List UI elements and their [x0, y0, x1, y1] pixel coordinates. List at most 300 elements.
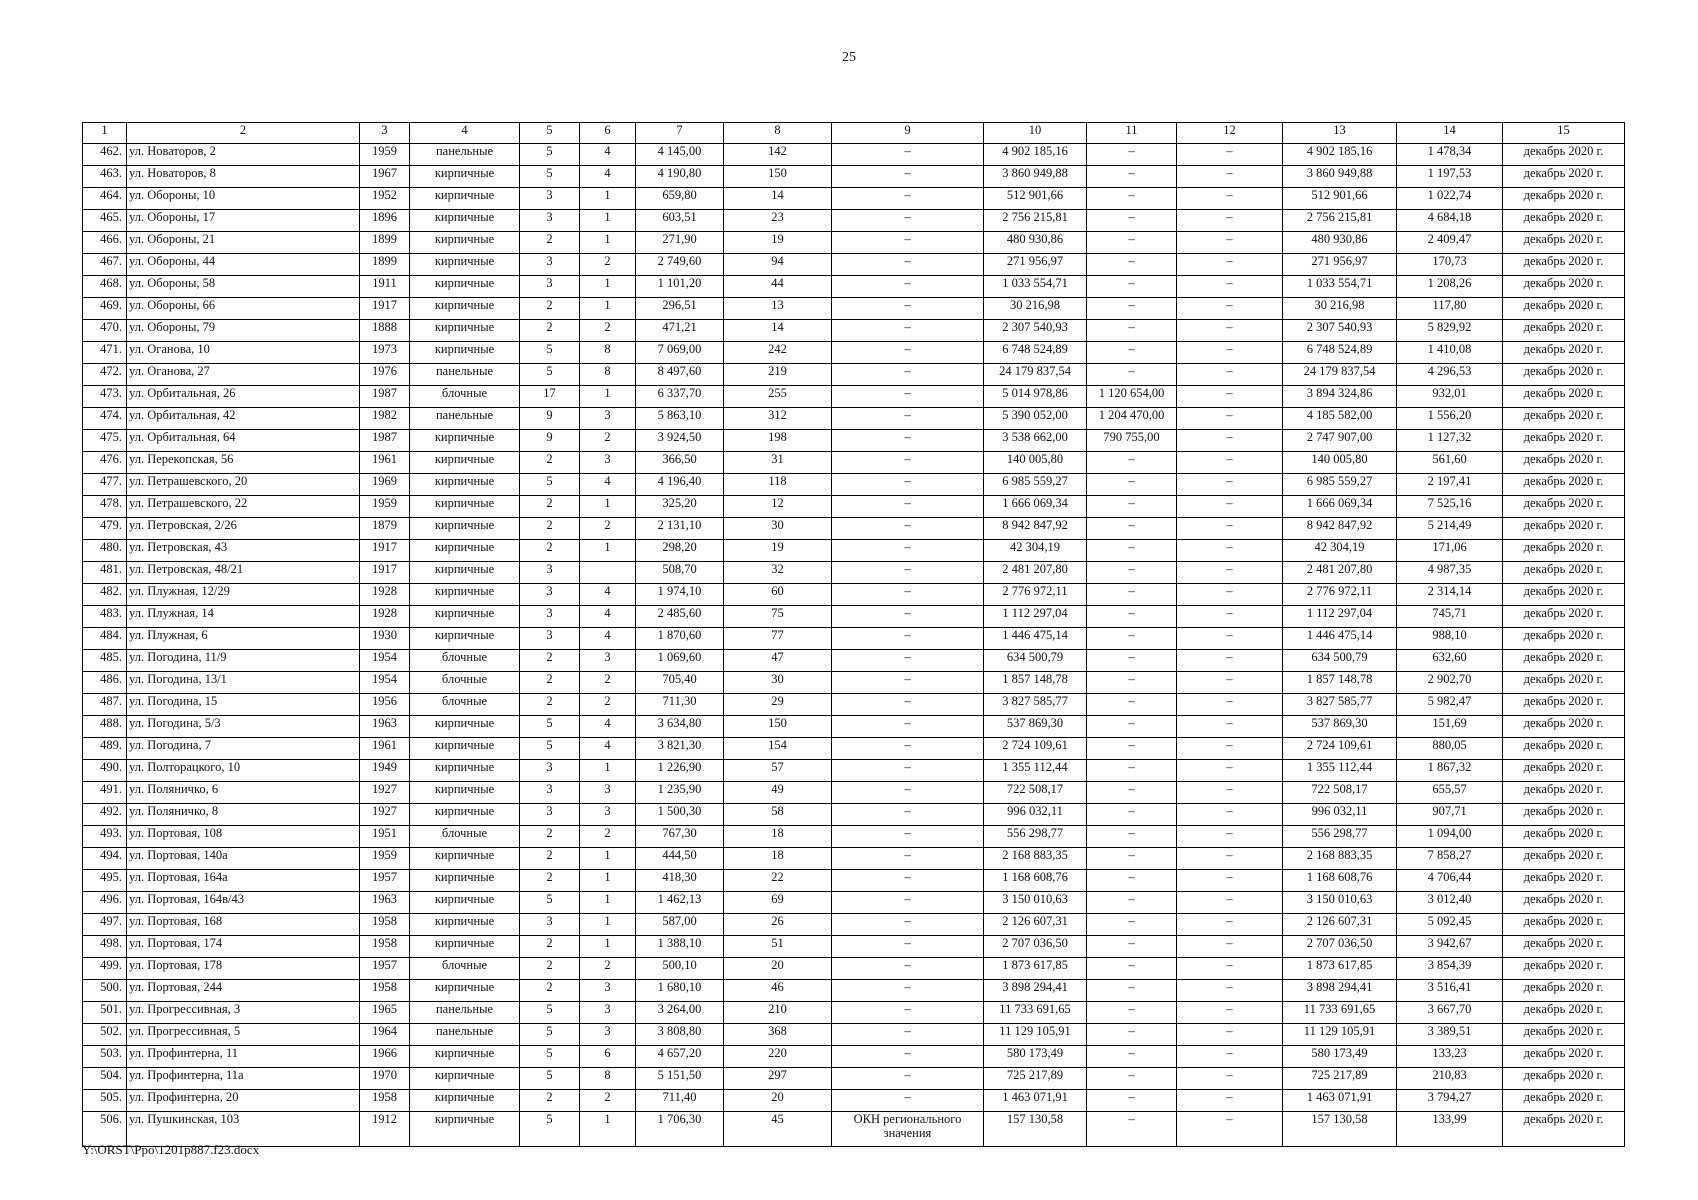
column-header: 6 [580, 123, 636, 144]
table-cell: – [1087, 1068, 1177, 1090]
table-cell: 1 870,60 [636, 628, 724, 650]
table-cell: 1958 [360, 980, 410, 1002]
table-cell: – [1177, 804, 1283, 826]
table-cell: ул. Обороны, 21 [127, 232, 360, 254]
table-cell: – [832, 760, 984, 782]
table-cell: 219 [724, 364, 832, 386]
table-cell: 2 168 883,35 [984, 848, 1087, 870]
table-cell: – [1087, 804, 1177, 826]
column-header: 4 [410, 123, 520, 144]
table-cell: кирпичные [410, 606, 520, 628]
table-cell: 30 216,98 [1283, 298, 1397, 320]
table-cell: кирпичные [410, 936, 520, 958]
table-cell: – [1087, 364, 1177, 386]
table-cell: 790 755,00 [1087, 430, 1177, 452]
table-cell: 1911 [360, 276, 410, 298]
table-cell: 487. [83, 694, 127, 716]
table-cell: 4 196,40 [636, 474, 724, 496]
table-cell: 14 [724, 320, 832, 342]
table-cell: 470. [83, 320, 127, 342]
table-row [83, 1046, 1625, 1068]
table-cell: ул. Портовая, 108 [127, 826, 360, 848]
table-cell: 5 [520, 738, 580, 760]
table-cell: 4 657,20 [636, 1046, 724, 1068]
table-cell: 3 [520, 760, 580, 782]
table-cell: 5 151,50 [636, 1068, 724, 1090]
table-cell: 3 634,80 [636, 716, 724, 738]
table-cell: 3 264,00 [636, 1002, 724, 1024]
table-row [83, 1112, 1625, 1147]
table-cell: 2 776 972,11 [1283, 584, 1397, 606]
table-cell: 1 867,32 [1397, 760, 1503, 782]
table-cell: – [1087, 738, 1177, 760]
table-cell: 3 794,27 [1397, 1090, 1503, 1112]
table-cell: ОКН регионального значения [832, 1112, 984, 1147]
table-cell: – [1087, 276, 1177, 298]
table-cell: 2 756 215,81 [1283, 210, 1397, 232]
table-cell: 1 [580, 936, 636, 958]
table-cell: 3 [520, 210, 580, 232]
table-cell: – [1177, 980, 1283, 1002]
table-row [83, 606, 1625, 628]
table-cell: кирпичные [410, 1046, 520, 1068]
table-cell: 1959 [360, 496, 410, 518]
table-cell: ул. Петровская, 48/21 [127, 562, 360, 584]
table-cell: – [832, 1090, 984, 1112]
table-cell: ул. Поляничко, 6 [127, 782, 360, 804]
table-cell: 496. [83, 892, 127, 914]
table-cell: 491. [83, 782, 127, 804]
table-cell: кирпичные [410, 254, 520, 276]
table-row [83, 584, 1625, 606]
table-cell: – [1087, 540, 1177, 562]
table-cell: ул. Обороны, 79 [127, 320, 360, 342]
table-row [83, 320, 1625, 342]
table-cell: – [1087, 474, 1177, 496]
table-cell: 18 [724, 848, 832, 870]
table-cell: 3 [520, 606, 580, 628]
table-cell: 474. [83, 408, 127, 430]
table-cell: 5 092,45 [1397, 914, 1503, 936]
table-row [83, 914, 1625, 936]
table-cell: 2 [520, 848, 580, 870]
table-row [83, 804, 1625, 826]
table-cell: – [832, 188, 984, 210]
table-cell: 4 [580, 474, 636, 496]
table-cell: 504. [83, 1068, 127, 1090]
table-cell: – [832, 518, 984, 540]
table-cell: – [1087, 1046, 1177, 1068]
table-cell: ул. Погодина, 13/1 [127, 672, 360, 694]
table-cell: – [832, 540, 984, 562]
table-cell: 24 179 837,54 [1283, 364, 1397, 386]
table-cell: – [1087, 826, 1177, 848]
table-cell: 2 [520, 672, 580, 694]
table-cell: – [1177, 1112, 1283, 1147]
table-cell: ул. Петрашевского, 20 [127, 474, 360, 496]
table-cell: 1959 [360, 144, 410, 166]
table-cell: декабрь 2020 г. [1503, 870, 1625, 892]
table-cell: 44 [724, 276, 832, 298]
table-cell: кирпичные [410, 496, 520, 518]
table-cell: – [832, 166, 984, 188]
table-cell: 479. [83, 518, 127, 540]
table-cell: декабрь 2020 г. [1503, 144, 1625, 166]
table-cell: панельные [410, 1002, 520, 1024]
table-cell: 298,20 [636, 540, 724, 562]
table-cell: 14 [724, 188, 832, 210]
table-cell: 118 [724, 474, 832, 496]
table-cell: 2 [520, 980, 580, 1002]
table-cell: 603,51 [636, 210, 724, 232]
housing-registry-table [82, 122, 1625, 1147]
table-cell: – [1087, 672, 1177, 694]
table-cell: 1 069,60 [636, 650, 724, 672]
table-cell: ул. Профинтерна, 20 [127, 1090, 360, 1112]
table-cell: 473. [83, 386, 127, 408]
table-cell: 5 [520, 1002, 580, 1024]
table-cell: декабрь 2020 г. [1503, 980, 1625, 1002]
table-cell: 2 [580, 672, 636, 694]
table-cell: 1 [580, 188, 636, 210]
table-cell: ул. Обороны, 10 [127, 188, 360, 210]
table-row [83, 166, 1625, 188]
table-row [83, 276, 1625, 298]
table-row [83, 342, 1625, 364]
table-cell: 1 [580, 760, 636, 782]
column-header: 2 [127, 123, 360, 144]
table-cell: 988,10 [1397, 628, 1503, 650]
table-row [83, 540, 1625, 562]
table-cell: – [1087, 914, 1177, 936]
table-cell: 4 [580, 584, 636, 606]
table-cell: декабрь 2020 г. [1503, 848, 1625, 870]
table-cell: 31 [724, 452, 832, 474]
table-cell: 1958 [360, 936, 410, 958]
table-row [83, 408, 1625, 430]
table-cell: 1 857 148,78 [984, 672, 1087, 694]
table-cell: 1 101,20 [636, 276, 724, 298]
table-row [83, 144, 1625, 166]
table-cell: – [832, 1046, 984, 1068]
table-cell: – [1177, 848, 1283, 870]
table-cell: 11 129 105,91 [1283, 1024, 1397, 1046]
footer-file-path: Y:\ORST\Ppo\1201p887.f23.docx [82, 1142, 260, 1157]
table-cell: 711,30 [636, 694, 724, 716]
table-cell: ул. Обороны, 58 [127, 276, 360, 298]
table-cell: – [1087, 1090, 1177, 1112]
table-cell: 1888 [360, 320, 410, 342]
table-cell: – [832, 474, 984, 496]
table-cell: декабрь 2020 г. [1503, 540, 1625, 562]
table-cell: – [1087, 254, 1177, 276]
table-cell: – [832, 342, 984, 364]
table-cell: кирпичные [410, 628, 520, 650]
table-cell: 1 [580, 298, 636, 320]
table-cell: декабрь 2020 г. [1503, 430, 1625, 452]
table-cell: ул. Портовая, 174 [127, 936, 360, 958]
table-cell: 932,01 [1397, 386, 1503, 408]
table-cell: 1 168 608,76 [984, 870, 1087, 892]
table-cell: ул. Обороны, 44 [127, 254, 360, 276]
table-cell: 475. [83, 430, 127, 452]
table-cell: декабрь 2020 г. [1503, 232, 1625, 254]
table-row [83, 518, 1625, 540]
table-cell: 880,05 [1397, 738, 1503, 760]
table-cell: – [832, 1002, 984, 1024]
table-cell: 508,70 [636, 562, 724, 584]
table-cell: декабрь 2020 г. [1503, 254, 1625, 276]
table-cell: 3 516,41 [1397, 980, 1503, 1002]
table-cell: 1 197,53 [1397, 166, 1503, 188]
table-row [83, 782, 1625, 804]
table-cell: 3 [520, 584, 580, 606]
table-cell: 30 [724, 672, 832, 694]
table-cell: 1954 [360, 650, 410, 672]
table-cell: – [1177, 892, 1283, 914]
table-cell: 24 179 837,54 [984, 364, 1087, 386]
table-cell: – [1177, 716, 1283, 738]
table-cell: 498. [83, 936, 127, 958]
table-cell: 1 446 475,14 [1283, 628, 1397, 650]
table-cell: – [832, 298, 984, 320]
table-cell: декабрь 2020 г. [1503, 1002, 1625, 1024]
table-cell: 2 776 972,11 [984, 584, 1087, 606]
table-cell: – [832, 276, 984, 298]
table-cell: кирпичные [410, 848, 520, 870]
table-cell: 484. [83, 628, 127, 650]
table-cell: 3 894 324,86 [1283, 386, 1397, 408]
table-cell: 5 [520, 364, 580, 386]
table-cell: 3 827 585,77 [984, 694, 1087, 716]
table-cell: 1961 [360, 452, 410, 474]
table-cell: 1 094,00 [1397, 826, 1503, 848]
table-cell: 22 [724, 870, 832, 892]
table-cell: 150 [724, 716, 832, 738]
table-cell: кирпичные [410, 738, 520, 760]
table-cell: 60 [724, 584, 832, 606]
table-cell: – [1177, 782, 1283, 804]
table-cell: 561,60 [1397, 452, 1503, 474]
table-cell: – [1177, 232, 1283, 254]
table-cell: 271,90 [636, 232, 724, 254]
table-cell: ул. Обороны, 66 [127, 298, 360, 320]
table-cell: декабрь 2020 г. [1503, 562, 1625, 584]
table-cell: 1 [580, 848, 636, 870]
table-cell: 5 [520, 892, 580, 914]
table-cell: декабрь 2020 г. [1503, 694, 1625, 716]
table-cell: ул. Портовая, 244 [127, 980, 360, 1002]
table-cell: блочные [410, 672, 520, 694]
table-cell: – [1177, 936, 1283, 958]
table-row [83, 386, 1625, 408]
table-cell: 4 [580, 738, 636, 760]
table-cell: – [1177, 166, 1283, 188]
table-cell: 489. [83, 738, 127, 760]
table-cell: декабрь 2020 г. [1503, 958, 1625, 980]
table-cell: 580 173,49 [1283, 1046, 1397, 1068]
table-cell: – [1087, 144, 1177, 166]
table-cell: 471,21 [636, 320, 724, 342]
table-cell: 1952 [360, 188, 410, 210]
table-cell: 20 [724, 1090, 832, 1112]
table-row [83, 364, 1625, 386]
table-cell: 1 463 071,91 [1283, 1090, 1397, 1112]
table-cell: кирпичные [410, 166, 520, 188]
table-cell: – [1087, 188, 1177, 210]
table-cell: – [1087, 452, 1177, 474]
table-cell: 500,10 [636, 958, 724, 980]
table-cell: ул. Плужная, 6 [127, 628, 360, 650]
table-cell: 1 974,10 [636, 584, 724, 606]
table-cell: 42 304,19 [984, 540, 1087, 562]
table-cell: декабрь 2020 г. [1503, 188, 1625, 210]
table-cell: 69 [724, 892, 832, 914]
table-cell: 468. [83, 276, 127, 298]
table-cell: 1958 [360, 914, 410, 936]
table-cell: – [1087, 320, 1177, 342]
table-cell: 1 873 617,85 [1283, 958, 1397, 980]
table-cell: 77 [724, 628, 832, 650]
table-cell: 6 337,70 [636, 386, 724, 408]
table-cell: 133,99 [1397, 1112, 1503, 1147]
table-cell: 3 942,67 [1397, 936, 1503, 958]
table-cell: 2 [580, 694, 636, 716]
table-cell: 467. [83, 254, 127, 276]
table-cell: блочные [410, 958, 520, 980]
table-cell: 1927 [360, 782, 410, 804]
table-cell: 1917 [360, 298, 410, 320]
table-cell: 4 [580, 628, 636, 650]
table-cell: 2 409,47 [1397, 232, 1503, 254]
table-cell: – [1177, 628, 1283, 650]
column-header: 11 [1087, 123, 1177, 144]
table-cell: 1 462,13 [636, 892, 724, 914]
table-row [83, 716, 1625, 738]
table-cell: ул. Портовая, 178 [127, 958, 360, 980]
table-cell: 242 [724, 342, 832, 364]
table-cell: 493. [83, 826, 127, 848]
table-cell: декабрь 2020 г. [1503, 804, 1625, 826]
table-cell: 466. [83, 232, 127, 254]
table-cell: 1966 [360, 1046, 410, 1068]
table-cell: 6 748 524,89 [984, 342, 1087, 364]
table-cell: 4 296,53 [1397, 364, 1503, 386]
table-cell: 325,20 [636, 496, 724, 518]
table-cell: 140 005,80 [984, 452, 1087, 474]
table-cell: 18 [724, 826, 832, 848]
table-cell: – [1177, 562, 1283, 584]
table-cell: – [1177, 738, 1283, 760]
table-cell: 5 [520, 474, 580, 496]
table-cell: кирпичные [410, 716, 520, 738]
table-cell: 23 [724, 210, 832, 232]
table-cell: панельные [410, 408, 520, 430]
table-cell: кирпичные [410, 980, 520, 1002]
table-cell: кирпичные [410, 540, 520, 562]
table-cell: 220 [724, 1046, 832, 1068]
table-cell: 2 481 207,80 [984, 562, 1087, 584]
table-cell: – [1177, 958, 1283, 980]
table-cell: декабрь 2020 г. [1503, 298, 1625, 320]
table-cell: кирпичные [410, 870, 520, 892]
table-cell: 497. [83, 914, 127, 936]
table-cell: декабрь 2020 г. [1503, 584, 1625, 606]
table-cell: 1 168 608,76 [1283, 870, 1397, 892]
table-cell: – [1177, 298, 1283, 320]
table-cell: 368 [724, 1024, 832, 1046]
table-cell: – [1177, 518, 1283, 540]
table-cell: – [1087, 870, 1177, 892]
table-cell: 464. [83, 188, 127, 210]
table-cell: 1 446 475,14 [984, 628, 1087, 650]
table-cell: – [1177, 320, 1283, 342]
table-cell: – [832, 496, 984, 518]
table-cell: декабрь 2020 г. [1503, 716, 1625, 738]
table-cell: 480 930,86 [984, 232, 1087, 254]
table-cell: 1 235,90 [636, 782, 724, 804]
table-cell: – [832, 562, 984, 584]
table-cell: 3 389,51 [1397, 1024, 1503, 1046]
table-cell: 5 [520, 1046, 580, 1068]
table-cell: 1 500,30 [636, 804, 724, 826]
table-cell: 4 [580, 166, 636, 188]
table-cell: кирпичные [410, 760, 520, 782]
table-cell: 140 005,80 [1283, 452, 1397, 474]
table-cell: 492. [83, 804, 127, 826]
table-cell: 3 [580, 782, 636, 804]
table-row [83, 1068, 1625, 1090]
table-cell: 3 [580, 804, 636, 826]
table-cell: 150 [724, 166, 832, 188]
table-cell: 210 [724, 1002, 832, 1024]
table-cell: 296,51 [636, 298, 724, 320]
table-cell: кирпичные [410, 892, 520, 914]
table-cell: 2 481 207,80 [1283, 562, 1397, 584]
table-cell: 711,40 [636, 1090, 724, 1112]
table-cell: – [1177, 276, 1283, 298]
table-cell: – [1177, 826, 1283, 848]
table-cell: кирпичные [410, 584, 520, 606]
table-cell: – [1087, 628, 1177, 650]
table-cell: 2 [580, 430, 636, 452]
table-cell: 512 901,66 [1283, 188, 1397, 210]
table-cell: 3 [520, 804, 580, 826]
table-cell: декабрь 2020 г. [1503, 210, 1625, 232]
table-row [83, 452, 1625, 474]
table-cell: 2 747 907,00 [1283, 430, 1397, 452]
column-header: 1 [83, 123, 127, 144]
table-cell: ул. Перекопская, 56 [127, 452, 360, 474]
table-cell: – [1177, 144, 1283, 166]
table-cell: 5 390 052,00 [984, 408, 1087, 430]
table-cell: 1 706,30 [636, 1112, 724, 1147]
table-cell: 3 [580, 408, 636, 430]
table-cell: – [1087, 694, 1177, 716]
table-cell: 1 [580, 540, 636, 562]
table-cell: 366,50 [636, 452, 724, 474]
table-cell: 3 [580, 452, 636, 474]
table-cell: 418,30 [636, 870, 724, 892]
table-cell [580, 562, 636, 584]
table-cell: декабрь 2020 г. [1503, 914, 1625, 936]
table-cell: – [1087, 166, 1177, 188]
table-cell: – [832, 1024, 984, 1046]
table-cell: ул. Пушкинская, 103 [127, 1112, 360, 1147]
table-row [83, 650, 1625, 672]
table-cell: 3 150 010,63 [1283, 892, 1397, 914]
table-cell: декабрь 2020 г. [1503, 1112, 1625, 1147]
